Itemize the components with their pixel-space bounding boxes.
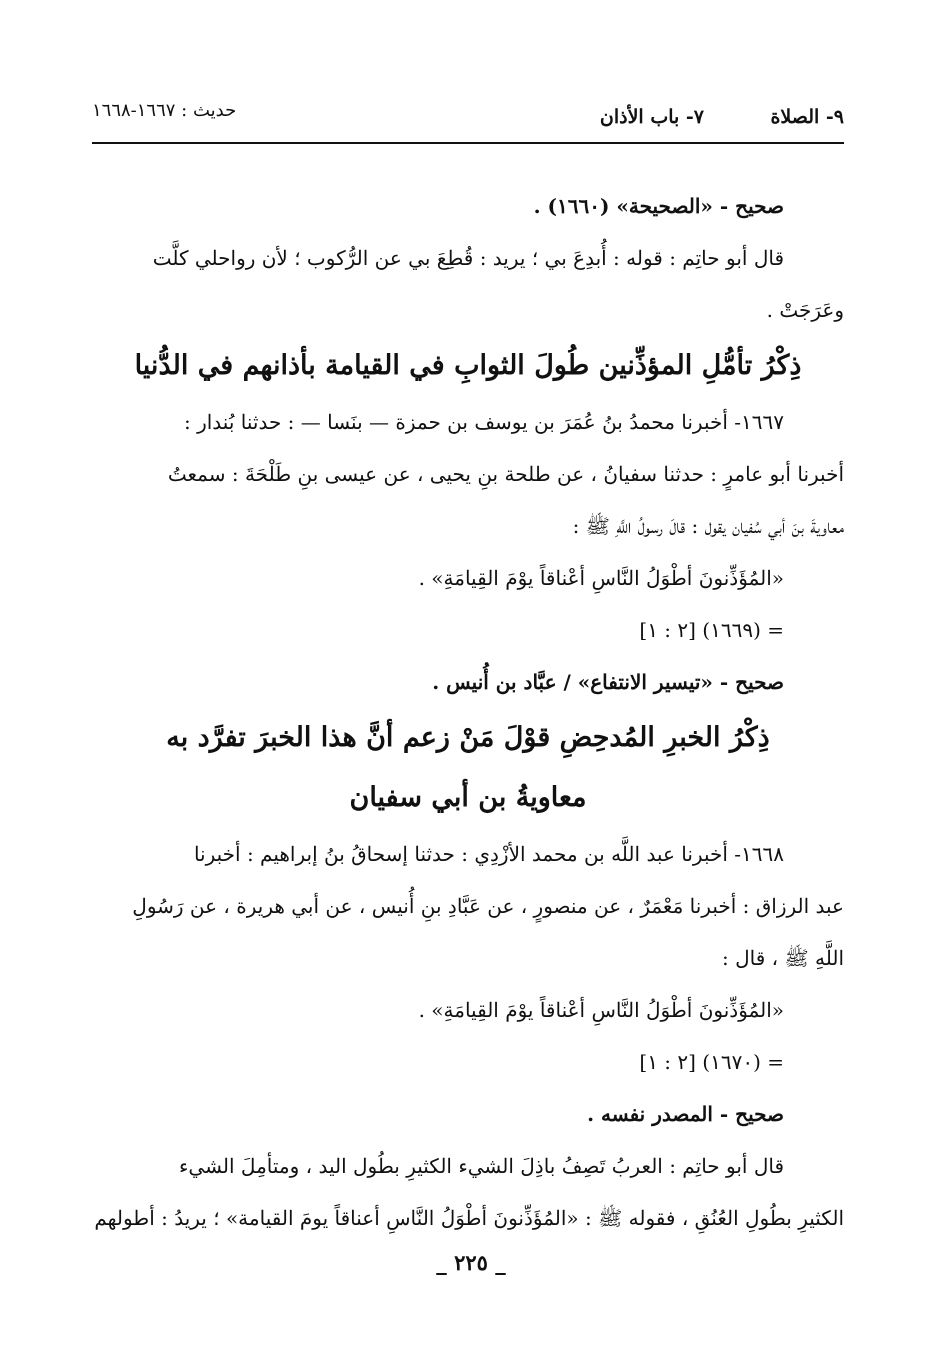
header-rule xyxy=(92,142,844,144)
text-line: قال أبو حاتِم : العربُ تَصِفُ باذِلَ الشيء الكثيرِ بطُول اليد ، ومتأمِلَ الشيء xyxy=(179,1154,784,1178)
text-line: عبد الرزاق : أخبرنا مَعْمَرٌ ، عن منصورٍ ، عن عَبَّادِ بنِ أُنيس ، عن أبي هريرة ، عن رَسُولِ xyxy=(132,894,844,918)
text-line: صحيح - «الصحيحة» (١٦٦٠) . xyxy=(533,194,784,218)
text-line: وعَرَجَتْ . xyxy=(766,298,844,322)
text-line: معاويةَ بنَ أبي سُفيان يقول : قالَ رسولُ اللَّهِ ﷺ : xyxy=(572,514,844,538)
section-heading: ذِكْرُ الخبرِ المُدحِضِ قوْلَ مَنْ زعم أنَّ هذا الخبرَ تفرَّد به xyxy=(166,722,770,753)
text-line: قال أبو حاتِم : قوله : أُبدِعَ بي ؛ يريد : قُطِعَ بي عن الرُّكوب ؛ لأن رواحلي كلَّت xyxy=(152,246,784,270)
section-heading: معاويةُ بن أبي سفيان xyxy=(349,782,587,813)
page-number: _ ٢٢٥ _ xyxy=(436,1250,506,1275)
text-line: = (١٦٦٩) [٢ : ١] xyxy=(639,618,784,642)
text-line: صحيح - المصدر نفسه . xyxy=(587,1102,784,1126)
text-line: الكثيرِ بطُولِ العُنُقِ ، فقوله ﷺ : «المُؤَذِّنونَ أطْوَلُ النَّاسِ أعناقاً يومَ القيامة» ؛ يريدُ : أطولهم xyxy=(94,1206,844,1230)
chapter-title: ٩- الصلاة xyxy=(770,106,844,128)
text-line: ١٦٦٨- أخبرنا عبد اللَّه بن محمد الأزْدِي : حدثنا إسحاقُ بنُ إبراهيم : أخبرنا xyxy=(193,842,784,866)
running-header xyxy=(92,100,844,136)
text-line: اللَّهِ ﷺ ، قال : xyxy=(722,946,844,970)
section-title: ٧- باب الأذان xyxy=(599,106,704,128)
text-line: صحيح - «تيسير الانتفاع» / عبَّاد بن أُنيس . xyxy=(432,670,784,694)
text-line: = (١٦٧٠) [٢ : ١] xyxy=(639,1050,784,1074)
section-heading: ذِكْرُ تأمُّلِ المؤذِّنين طُولَ الثوابِ في القيامة بأذانهم في الدُّنيا xyxy=(134,350,802,381)
hadith-range: حديث : ١٦٦٧-١٦٦٨ xyxy=(92,100,237,121)
text-line: أخبرنا أبو عامرٍ : حدثنا سفيانُ ، عن طلحة بنِ يحيى ، عن عيسى بنِ طَلْحَةَ : سمعتُ xyxy=(167,462,844,486)
text-line: «المُؤَذِّنونَ أطْوَلُ النَّاسِ أعْناقاً يوْمَ القِيامَةِ» . xyxy=(418,998,784,1022)
text-line: ١٦٦٧- أخبرنا محمدُ بنُ عُمَرَ بن يوسف بن حمزة — بنَسا — : حدثنا بُندار : xyxy=(183,410,784,434)
page-body xyxy=(92,180,844,1244)
text-line: «المُؤَذِّنونَ أطْوَلُ النَّاسِ أعْناقاً يوْمَ القِيامَةِ» . xyxy=(418,566,784,590)
